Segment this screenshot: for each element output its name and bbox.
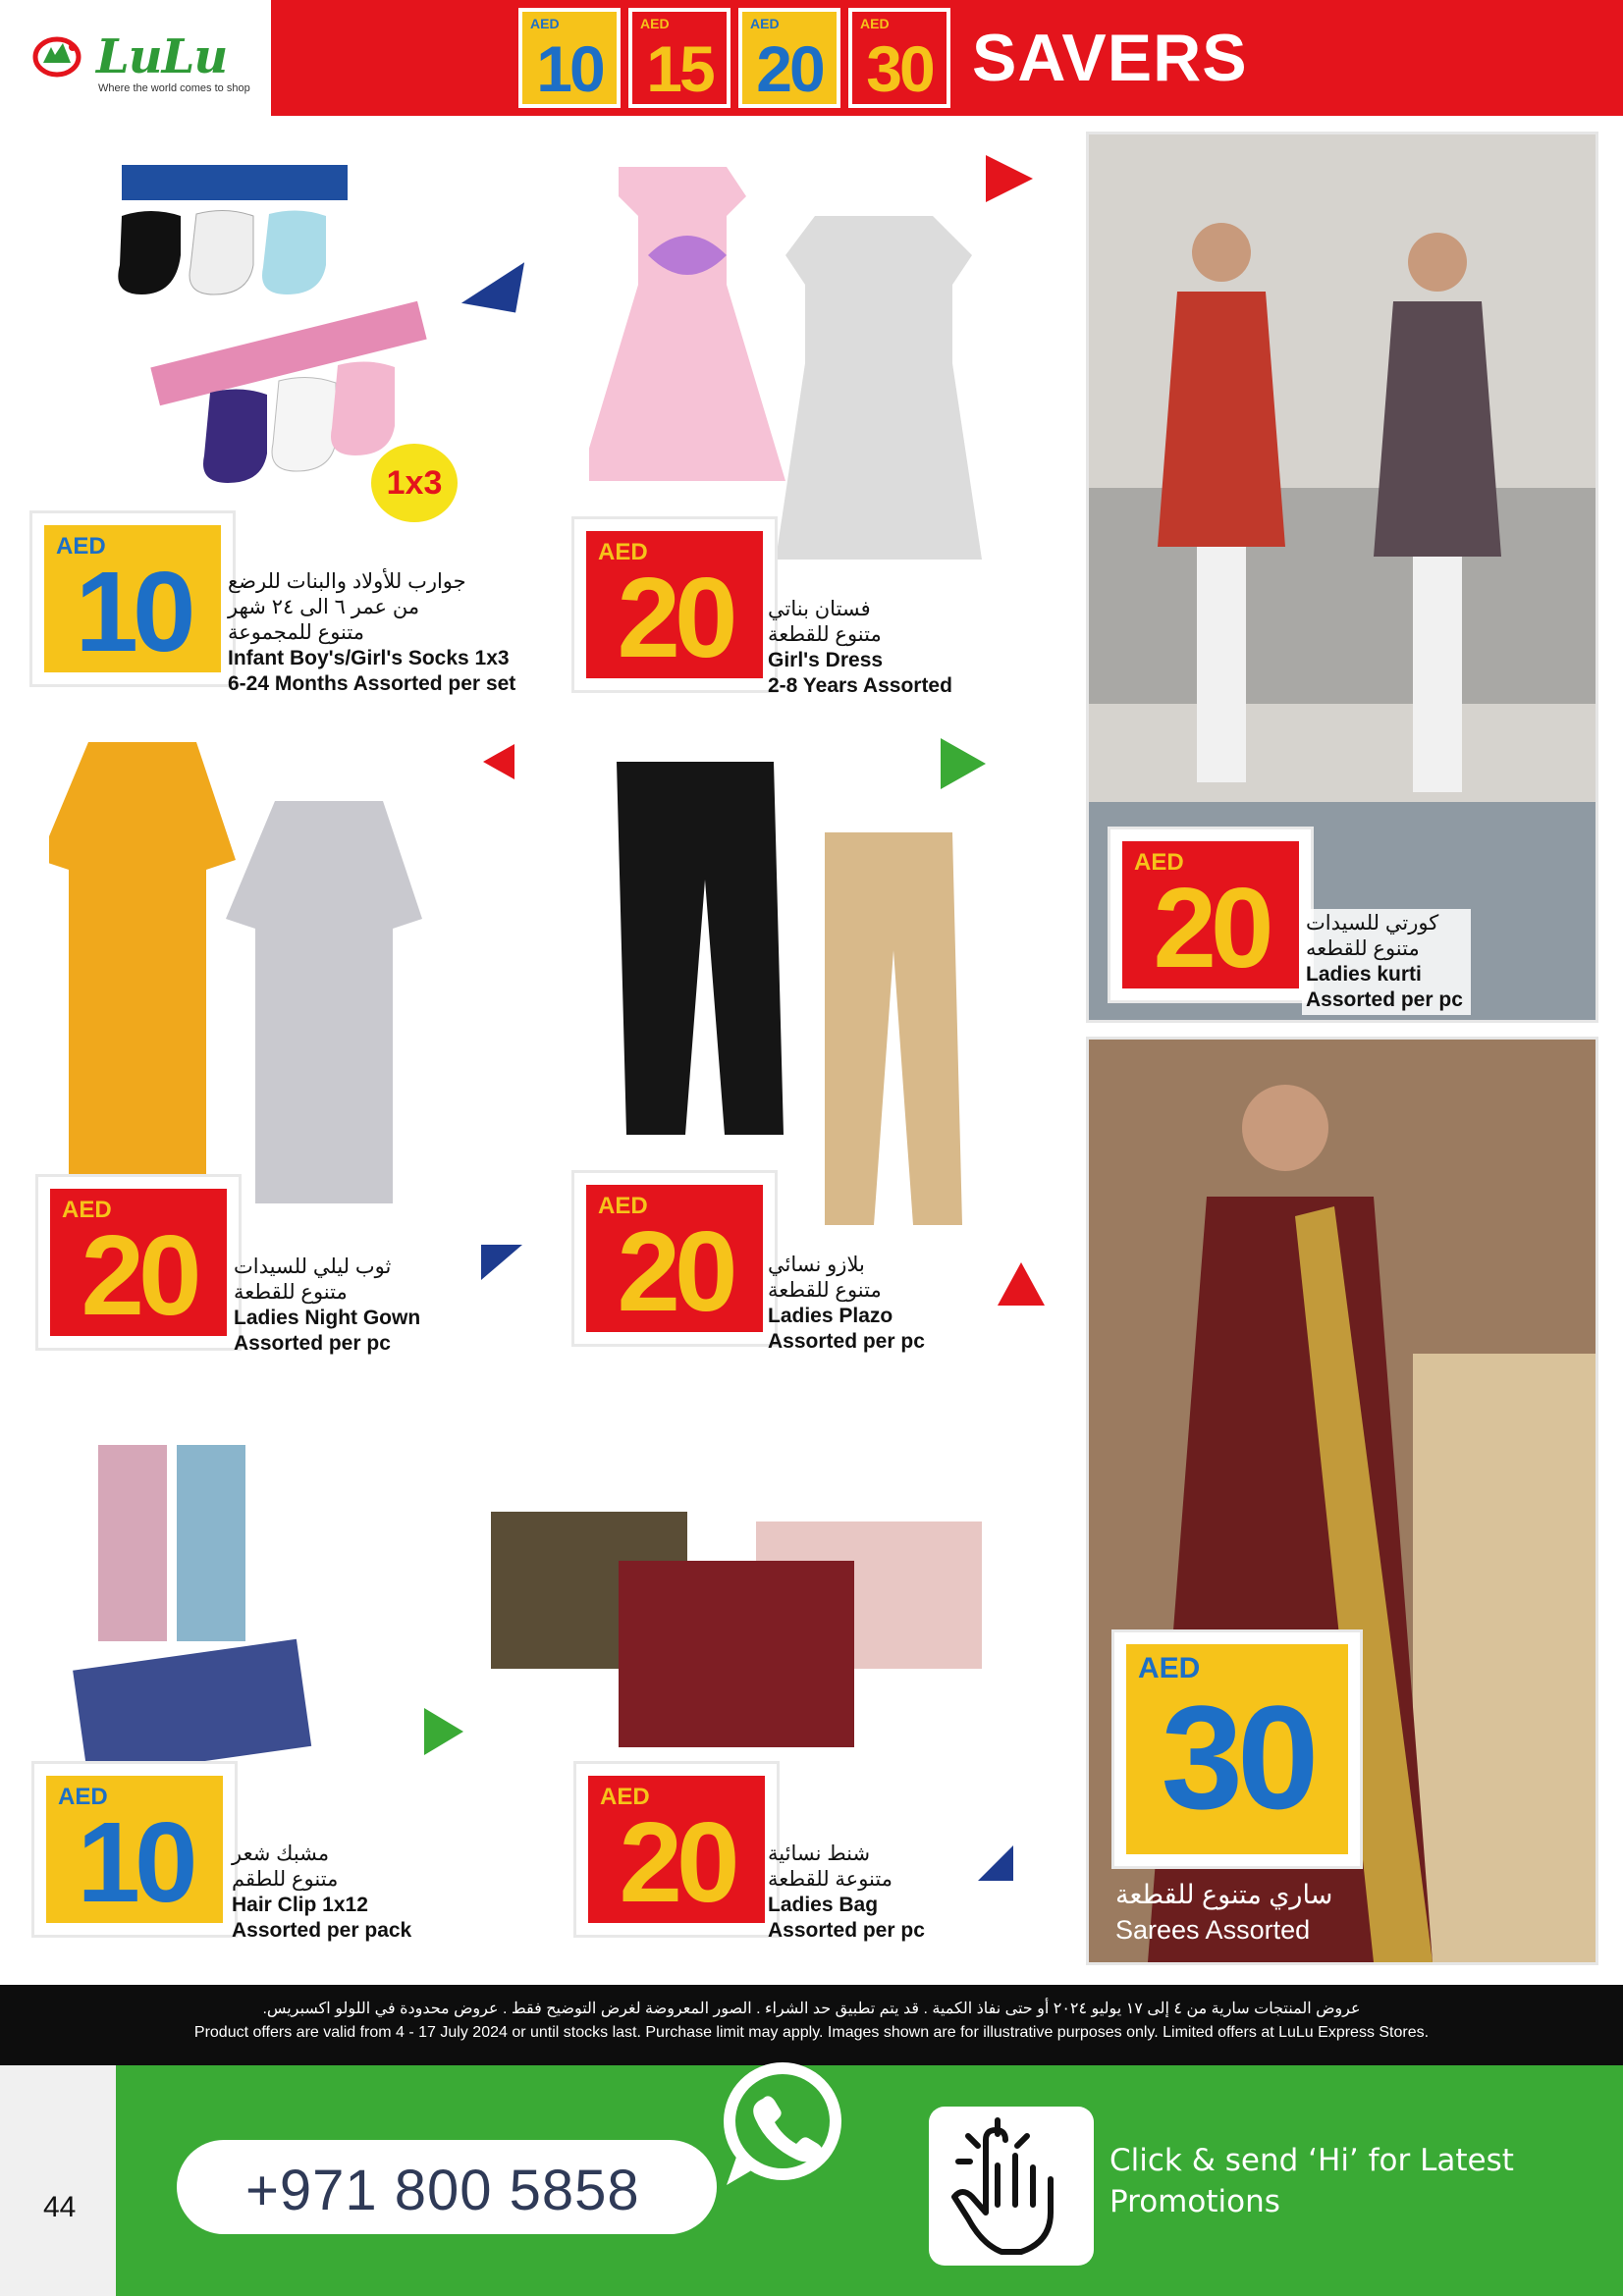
socks-description xyxy=(228,569,552,697)
socks-age-ar: من عمر ٦ الى ٢٤ شهر xyxy=(228,596,420,618)
brand-tagline: Where the world comes to shop xyxy=(98,82,250,94)
bag-detail-en: Assorted per pc xyxy=(768,1919,925,1942)
girls-dress-title-ar: فستان بناتي xyxy=(768,598,871,620)
girls-dress-description xyxy=(768,597,1003,699)
price-tag-kurti: AED 20 xyxy=(1108,827,1314,1003)
socks-detail-en: 6-24 Months Assorted per set xyxy=(228,672,516,695)
disclaimer-en: Product offers are valid from 4 - 17 July 2024 or until stocks last. Purchase limit may apply. Images shown are for illustrative purposes only. Limited offers at LuLu Express Stores. xyxy=(193,2024,1430,2041)
decor-triangle-green xyxy=(424,1708,463,1755)
bag-description xyxy=(768,1842,1003,1944)
night-gown-title-en: Ladies Night Gown xyxy=(234,1307,421,1329)
saver-badge-15: AED 15 xyxy=(628,8,730,108)
kurti-title-ar: كورتي للسيدات xyxy=(1306,912,1439,934)
price-tag-girls-dress: AED 20 xyxy=(571,516,778,693)
page-header xyxy=(0,0,1623,116)
girls-dress-title-en: Girl's Dress xyxy=(768,649,884,671)
saver-badge-10: AED 10 xyxy=(518,8,621,108)
hair-clip-illustration xyxy=(69,1439,344,1773)
bag-product-image[interactable] xyxy=(481,1414,1001,1747)
hand-pointer-icon xyxy=(929,2107,1094,2266)
saver-badges xyxy=(518,8,950,108)
bag-title-ar: شنط نسائية xyxy=(768,1842,871,1865)
page-number: 44 xyxy=(43,2191,77,2223)
night-gown-detail-en: Assorted per pc xyxy=(234,1332,391,1355)
girls-dress-product-image[interactable] xyxy=(589,147,1041,579)
hair-clip-description xyxy=(232,1842,467,1944)
girls-dress-assort-ar: متنوع للقطعة xyxy=(768,623,882,646)
night-gown-product-image[interactable] xyxy=(49,732,471,1203)
socks-title-en: Infant Boy's/Girl's Socks 1x3 xyxy=(228,647,510,669)
lulu-logo[interactable] xyxy=(0,0,271,116)
hair-clip-product-image[interactable] xyxy=(69,1439,344,1773)
whatsapp-icon[interactable] xyxy=(709,2048,856,2195)
socks-title-ar: جوارب للأولاد والبنات للرضع xyxy=(228,570,466,593)
price-tag-bag: AED 20 xyxy=(573,1761,780,1938)
plazo-detail-en: Assorted per pc xyxy=(768,1330,925,1353)
lulu-logo-icon xyxy=(29,33,88,79)
brand-name: LuLu xyxy=(96,29,228,84)
decor-triangle-red xyxy=(483,744,514,779)
night-gown-assort-ar: متنوع للقطعة xyxy=(234,1281,348,1304)
page-number-column xyxy=(0,2065,116,2296)
plazo-description xyxy=(768,1253,1003,1355)
kurti-title-en: Ladies kurti xyxy=(1306,963,1422,986)
price-tag-hair-clip: AED 10 xyxy=(31,1761,238,1938)
disclaimer-ar: عروض المنتجات سارية من ٤ إلى ١٧ يوليو ٢٠٢٤ أو حتى نفاذ الكمية . قد يتم تطبيق حد الشراء . الصور المعروضة لغرض التوضيح فقط . عروض محدودة في اللولو اكسبريس. xyxy=(262,2001,1361,2017)
kurti-assort-ar: متنوع للقطعه xyxy=(1306,937,1420,960)
hair-clip-title-en: Hair Clip 1x12 xyxy=(232,1894,368,1916)
whatsapp-phone-number[interactable]: +971 800 5858 xyxy=(245,2159,640,2222)
price-tag-socks: AED 10 xyxy=(29,510,236,687)
saree-description xyxy=(1115,1877,1410,1948)
night-gown-title-ar: ثوب ليلي للسيدات xyxy=(234,1255,392,1278)
hair-clip-detail-en: Assorted per pack xyxy=(232,1919,412,1942)
saree-title-en: Sarees Assorted xyxy=(1115,1915,1311,1945)
plazo-title-ar: بلازو نسائي xyxy=(768,1254,865,1276)
decor-triangle-blue xyxy=(481,1245,522,1280)
decor-triangle-blue xyxy=(461,253,524,313)
socks-assort-ar: متنوع للمجموعة xyxy=(228,621,364,644)
multipack-badge: 1x3 xyxy=(371,444,458,522)
night-gown-description xyxy=(234,1255,469,1357)
plazo-title-en: Ladies Plazo xyxy=(768,1305,893,1327)
bag-title-en: Ladies Bag xyxy=(768,1894,879,1916)
kurti-detail-en: Assorted per pc xyxy=(1306,988,1463,1011)
plazo-assort-ar: متنوع للقطعة xyxy=(768,1279,882,1302)
saver-badge-20: AED 20 xyxy=(738,8,840,108)
promo-cta-text: Click & send ‘Hi’ for Latest Promotions xyxy=(1109,2143,1514,2219)
girls-dress-detail-en: 2-8 Years Assorted xyxy=(768,674,952,697)
hair-clip-assort-ar: متنوع للطقم xyxy=(232,1868,339,1891)
night-gown-illustration xyxy=(49,732,471,1203)
dress-illustration xyxy=(589,147,1041,579)
price-tag-saree: AED 30 xyxy=(1111,1629,1363,1869)
bag-illustration xyxy=(481,1414,1001,1747)
page-title: SAVERS xyxy=(972,21,1248,95)
click-hand-button[interactable] xyxy=(929,2107,1094,2266)
kurti-description xyxy=(1302,909,1471,1015)
decor-triangle-red xyxy=(998,1262,1045,1306)
price-tag-night-gown: AED 20 xyxy=(35,1174,242,1351)
saree-title-ar: ساري متنوع للقطعة xyxy=(1115,1880,1333,1909)
saver-badge-30: AED 30 xyxy=(848,8,950,108)
hair-clip-title-ar: مشبك شعر xyxy=(232,1842,330,1865)
bag-assort-ar: متنوعة للقطعة xyxy=(768,1868,893,1891)
price-tag-plazo: AED 20 xyxy=(571,1170,778,1347)
